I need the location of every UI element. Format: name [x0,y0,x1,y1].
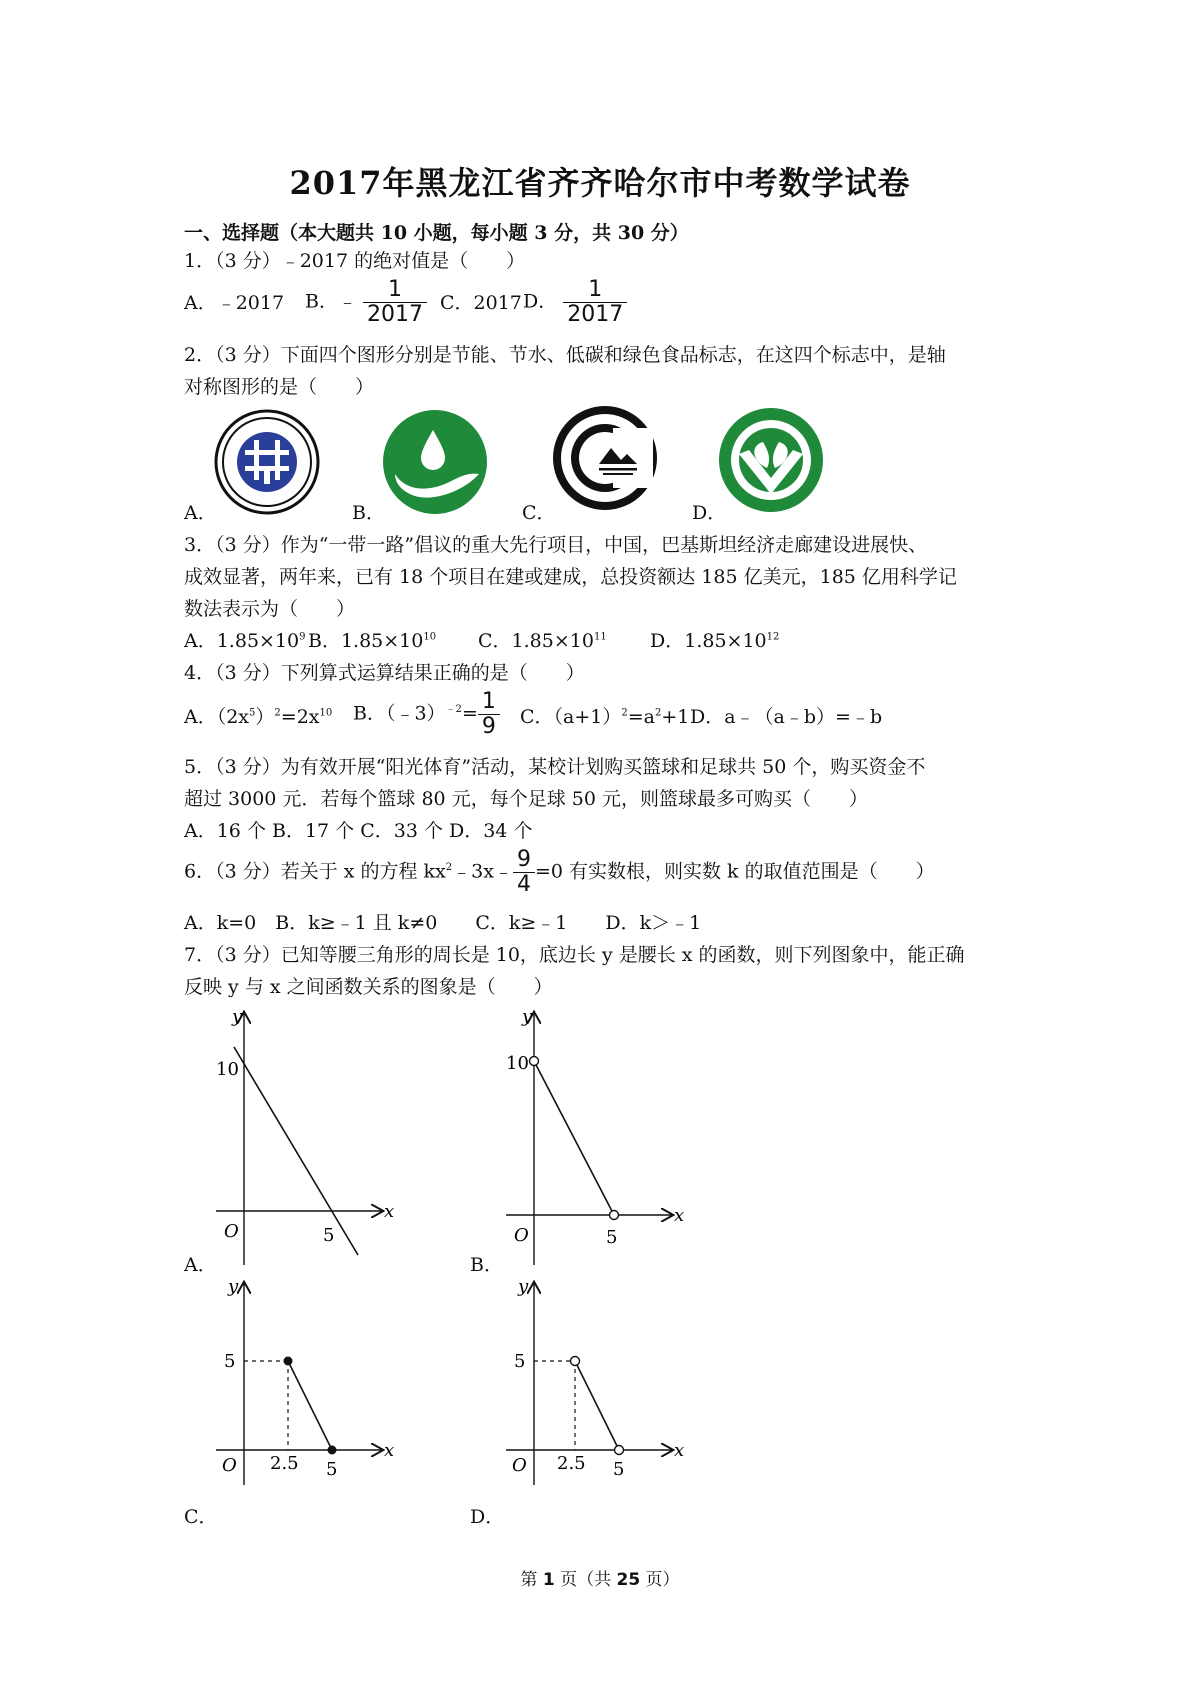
graph-c-tick-5x: 5 [326,1459,338,1480]
graph-c-y-label: y [228,1276,239,1297]
q4-b-fraction: $\frac{1}{9}$ [478,690,500,739]
q6-fraction: $\frac{9}{4}$ [513,848,535,897]
water-saving-logo [383,410,487,514]
graph-b-y-label: y [522,1006,533,1027]
q4-stem: 4．（3 分）下列算式运算结果正确的是（ ） [184,662,585,684]
q4-option-b: B．（﹣3）$^{﹣2}$= $\frac{1}{9}$ [353,690,500,739]
graph-a-tick-10: 10 [216,1059,239,1080]
q7-line2: 反映 y 与 x 之间函数关系的图象是（ ） [184,976,553,998]
q1-option-a: A．﹣2017 [184,292,285,314]
graph-b [506,1006,684,1265]
q3-option-a: A．$1.85\times 10^9$ [184,630,306,652]
q2-label-b: B． [352,502,385,524]
footer-total-pages: 25 [616,1570,641,1590]
graph-d-y-label: y [518,1276,529,1297]
graph-a-origin: O [224,1221,239,1242]
graph-c-tick-2-5: 2.5 [270,1453,299,1474]
graph-d-origin: O [512,1455,527,1476]
q3-option-d: D．$1.85\times 10^{12}$ [650,630,780,652]
q3-option-c: C．$1.85\times 10^{11}$ [478,630,607,652]
q7-graphs [180,1005,720,1535]
page-footer: 第 1 页（共 25 页） [520,1570,680,1590]
graph-b-tick-5: 5 [606,1227,618,1248]
q7-label-d: D． [470,1506,505,1528]
q7-line1: 7．（3 分）已知等腰三角形的周长是 10，底边长 y 是腰长 x 的函数，则下列图象中，能正确 [184,944,965,966]
graph-a-tick-5: 5 [323,1225,335,1246]
q5-line1: 5．（3 分）为有效开展“阳光体育”活动，某校计划购买篮球和足球共 50 个，购买资金不 [184,756,926,778]
q1-b-fraction: $\frac{1}{2017}$ [363,278,427,327]
graph-b-tick-10: 10 [506,1053,529,1074]
q3-line3: 数法表示为（ ） [184,598,356,620]
q4-option-c: C．$(a+1)^2=a^2+1$ [520,706,690,728]
graph-b-origin: O [514,1225,529,1246]
graph-c [216,1276,394,1485]
energy-saving-logo [216,411,318,513]
graph-d-tick-5x: 5 [613,1459,625,1480]
footer-page-number: 1 [542,1570,555,1590]
q2-label-a: A． [184,502,217,524]
q4-option-a: A．$(2x^5)^2=2x^{10}$ [184,706,333,728]
q1-d-fraction: $\frac{1}{2017}$ [563,278,627,327]
q6-stem: 6．（3 分）若关于 x 的方程 $kx^2﹣3x﹣$ $\frac{9}{4}$ =0 有实数根，则实数 k 的取值范围是（ ） [184,847,935,897]
q7-label-c: C． [184,1506,218,1528]
graph-c-x-label: x [384,1440,395,1461]
graph-d-tick-5y: 5 [514,1351,526,1372]
q3-line2: 成效显著，两年来，已有 18 个项目在建或建成，总投资额达 185 亿美元，185 亿用科学记 [184,566,957,588]
q5-line2: 超过 3000 元．若每个篮球 80 元，每个足球 50 元，则篮球最多可购买（ ） [184,788,868,810]
q1-option-c: C．2017 [440,292,522,314]
q1-option-b: B．﹣ $\frac{1}{2017}$ [305,278,427,327]
section-heading: 一、选择题（本大题共 10 小题，每小题 3 分，共 30 分） [184,222,689,244]
graph-b-x-label: x [674,1205,685,1226]
graph-d [506,1276,684,1485]
graph-c-origin: O [222,1455,237,1476]
graph-a-x-label: x [384,1201,395,1222]
q4-option-d: D．a﹣（a﹣b）=﹣b [690,706,883,728]
q3-line1: 3．（3 分）作为“一带一路”倡议的重大先行项目，中国，巴基斯坦经济走廊建设进展快、 [184,534,928,556]
q2-label-d: D． [692,502,727,524]
q3-option-b: B．$1.85\times 10^{10}$ [308,630,437,652]
q2-line2: 对称图形的是（ ） [184,376,375,398]
q6-options: A．k=0 B．k≥﹣1 且 k≠0 C．k≥﹣1 D．k＞﹣1 [184,912,702,934]
graph-d-tick-2-5: 2.5 [557,1453,586,1474]
q7-label-b: B． [470,1254,503,1276]
q1-option-d: D． $\frac{1}{2017}$ [523,278,627,327]
q2-label-c: C． [522,502,556,524]
graph-c-tick-5y: 5 [224,1351,236,1372]
graph-a-y-label: y [232,1006,243,1027]
q2-logos [180,400,840,520]
q1-stem: 1．（3 分）﹣2017 的绝对值是（ ） [184,250,526,272]
graph-d-x-label: x [674,1440,685,1461]
q5-options: A．16 个 B．17 个 C．33 个 D．34 个 [184,820,533,842]
green-food-logo [719,408,823,512]
q7-label-a: A． [184,1254,217,1276]
graph-a [216,1006,394,1265]
low-carbon-logo [553,406,657,510]
page-title: 2017年黑龙江省齐齐哈尔市中考数学试卷 [289,164,911,202]
q2-line1: 2．（3 分）下面四个图形分别是节能、节水、低碳和绿色食品标志，在这四个标志中，是轴 [184,344,946,366]
